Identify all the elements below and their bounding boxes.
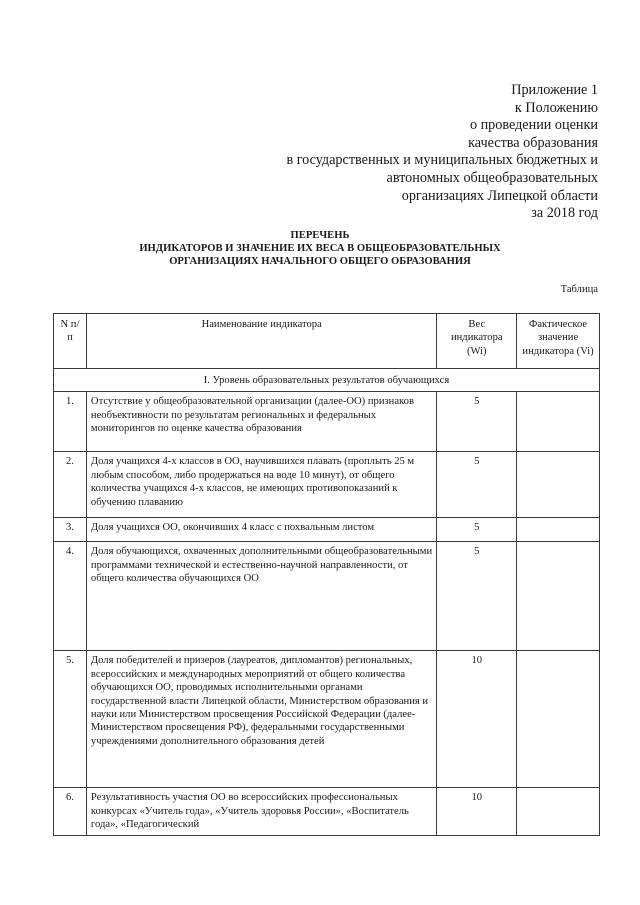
table-header-row xyxy=(54,314,600,369)
row-weight: 10 xyxy=(437,651,517,788)
table-row xyxy=(54,452,600,518)
row-name: Доля учащихся 4-х классов в ОО, научившихся плавать (проплыть 25 м любым способом, либо продержаться на воде 10 минут), от общего количества учащихся 4-х классов, не имеющих противопоказаний к обучению плаванию xyxy=(86,452,437,518)
table-row xyxy=(54,651,600,788)
row-num: 5. xyxy=(54,651,87,788)
heading-line: ОРГАНИЗАЦИЯХ НАЧАЛЬНОГО ОБЩЕГО ОБРАЗОВАНИЯ xyxy=(169,256,471,268)
heading-line: ИНДИКАТОРОВ И ЗНАЧЕНИЕ ИХ ВЕСА В ОБЩЕОБРАЗОВАТЕЛЬНЫХ xyxy=(139,243,501,255)
row-weight: 5 xyxy=(437,452,517,518)
appendix-line: к Положению xyxy=(514,99,598,116)
appendix-reference xyxy=(286,82,598,223)
row-weight: 5 xyxy=(437,392,517,452)
row-name: Доля обучающихся, охваченных дополнительными общеобразовательными программами технической и естественно-научной направленности, от общего количества обучающихся ОО xyxy=(86,542,437,651)
row-num: 4. xyxy=(54,542,87,651)
row-weight: 5 xyxy=(437,542,517,651)
table-section-row xyxy=(54,369,600,392)
row-weight: 5 xyxy=(437,518,517,542)
header-name: Наименование индикатора xyxy=(86,314,437,369)
appendix-line: в государственных и муниципальных бюджетных и xyxy=(286,152,598,169)
row-name: Результативность участия ОО во всероссийских профессиональных конкурсах «Учитель года», «Учитель здоровья России», «Воспитатель года», «Педагогический xyxy=(86,788,437,836)
row-actual xyxy=(517,651,600,788)
header-actual: Фактическое значение индикатора (Vi) xyxy=(517,314,600,369)
header-weight: Вес индикатора (Wi) xyxy=(437,314,517,369)
row-name: Доля учащихся ОО, окончивших 4 класс с похвальным листом xyxy=(86,518,437,542)
indicator-table xyxy=(53,313,600,836)
appendix-line: о проведении оценки xyxy=(469,117,598,134)
table-row xyxy=(54,542,600,651)
appendix-line: за 2018 год xyxy=(531,205,598,222)
row-actual xyxy=(517,392,600,452)
row-name: Доля победителей и призеров (лауреатов, дипломантов) региональных, всероссийских и международных мероприятий от общего количества обучающихся ОО, проводимых исполнительными органами государственной власти Липецкой области, Министерством образования и науки или Министерством просвещения Российской Федерации (далее-Министерством просвещения РФ), федеральными государственными учреждениями дополнительного образования детей xyxy=(86,651,437,788)
document-heading xyxy=(0,229,640,269)
row-actual xyxy=(517,518,600,542)
table-row xyxy=(54,518,600,542)
row-name: Отсутствие у общеобразовательной организации (далее-ОО) признаков необъективности по результатам региональных и федеральных мониторингов по оценке качества образования xyxy=(86,392,437,452)
row-num: 6. xyxy=(54,788,87,836)
row-num: 2. xyxy=(54,452,87,518)
table-caption: Таблица xyxy=(560,284,598,295)
heading-line: ПЕРЕЧЕНЬ xyxy=(290,230,350,241)
header-num: N п/п xyxy=(54,314,87,369)
row-actual xyxy=(517,788,600,836)
row-num: 1. xyxy=(54,392,87,452)
row-weight: 10 xyxy=(437,788,517,836)
appendix-line: автономных общеобразовательных xyxy=(386,169,598,186)
row-num: 3. xyxy=(54,518,87,542)
table-row xyxy=(54,392,600,452)
appendix-line: Приложение 1 xyxy=(511,82,598,98)
table-row xyxy=(54,788,600,836)
row-actual xyxy=(517,452,600,518)
appendix-line: организациях Липецкой области xyxy=(401,187,598,204)
row-actual xyxy=(517,542,600,651)
appendix-line: качества образования xyxy=(468,134,598,151)
section-title: I. Уровень образовательных результатов обучающихся xyxy=(54,369,600,392)
